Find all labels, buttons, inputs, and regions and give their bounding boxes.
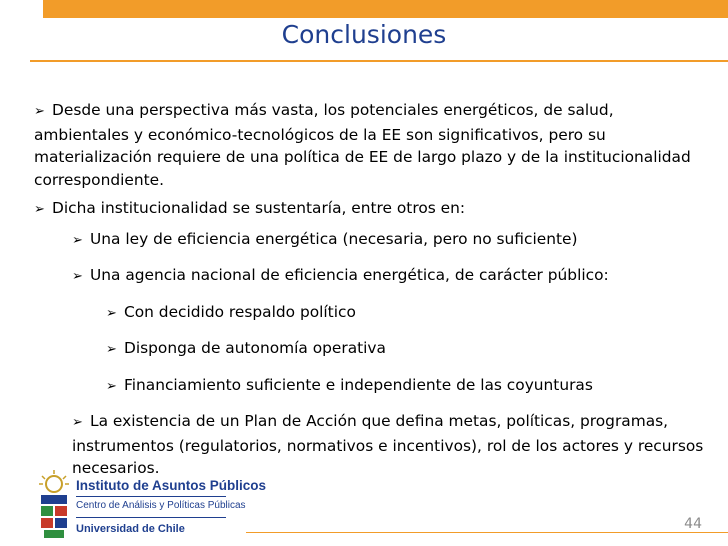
bullet-item: ➢ Una ley de eficiencia energética (necesaria, pero no suficiente) <box>72 228 704 253</box>
arrow-bullet-icon: ➢ <box>34 202 45 217</box>
top-accent-bar <box>43 0 728 18</box>
title-divider <box>30 60 728 62</box>
arrow-bullet-icon: ➢ <box>106 342 117 357</box>
bullet-item: ➢ Una agencia nacional de eficiencia energética, de carácter público: <box>72 264 704 289</box>
bullet-item: ➢ Con decidido respaldo político <box>106 301 704 326</box>
bullet-item: ➢ Dicha institucionalidad se sustentaría, entre otros en: <box>34 197 704 222</box>
university-crest-icon <box>36 468 72 542</box>
bullet-item: ➢ Financiamiento suficiente e independiente de las coyunturas <box>106 374 704 399</box>
arrow-bullet-icon: ➢ <box>106 378 117 394</box>
logo-divider <box>76 496 226 497</box>
institution-logo <box>36 466 267 546</box>
center-name: Centro de Análisis y Políticas Públicas <box>76 500 246 511</box>
bullet-item: ➢ Disponga de autonomía operativa <box>106 337 704 362</box>
bullet-item: ➢ La existencia de un Plan de Acción que defina metas, políticas, programas, instrumentos (regulatorios, normativos e incentivos), rol de los actores y recursos necesarios. <box>72 412 704 477</box>
footer-divider <box>246 532 728 533</box>
arrow-bullet-icon: ➢ <box>34 104 45 119</box>
institute-name: Instituto de Asuntos Públicos <box>76 478 267 493</box>
page-number: 44 <box>684 516 702 532</box>
arrow-bullet-icon: ➢ <box>106 305 117 321</box>
slide-title: Conclusiones <box>281 20 447 49</box>
logo-divider <box>76 517 226 518</box>
university-name: Universidad de Chile <box>76 523 185 535</box>
arrow-bullet-icon: ➢ <box>72 232 83 248</box>
slide-content <box>34 99 704 480</box>
arrow-bullet-icon: ➢ <box>72 269 83 284</box>
arrow-bullet-icon: ➢ <box>72 415 83 430</box>
bullet-item: ➢ Desde una perspectiva más vasta, los potenciales energéticos, de salud, ambientales y económico-tecnológicos de la EE son significativos, pero su materialización requiere de una política de EE de largo plazo y de la institucionalidad correspondiente. <box>34 101 691 189</box>
